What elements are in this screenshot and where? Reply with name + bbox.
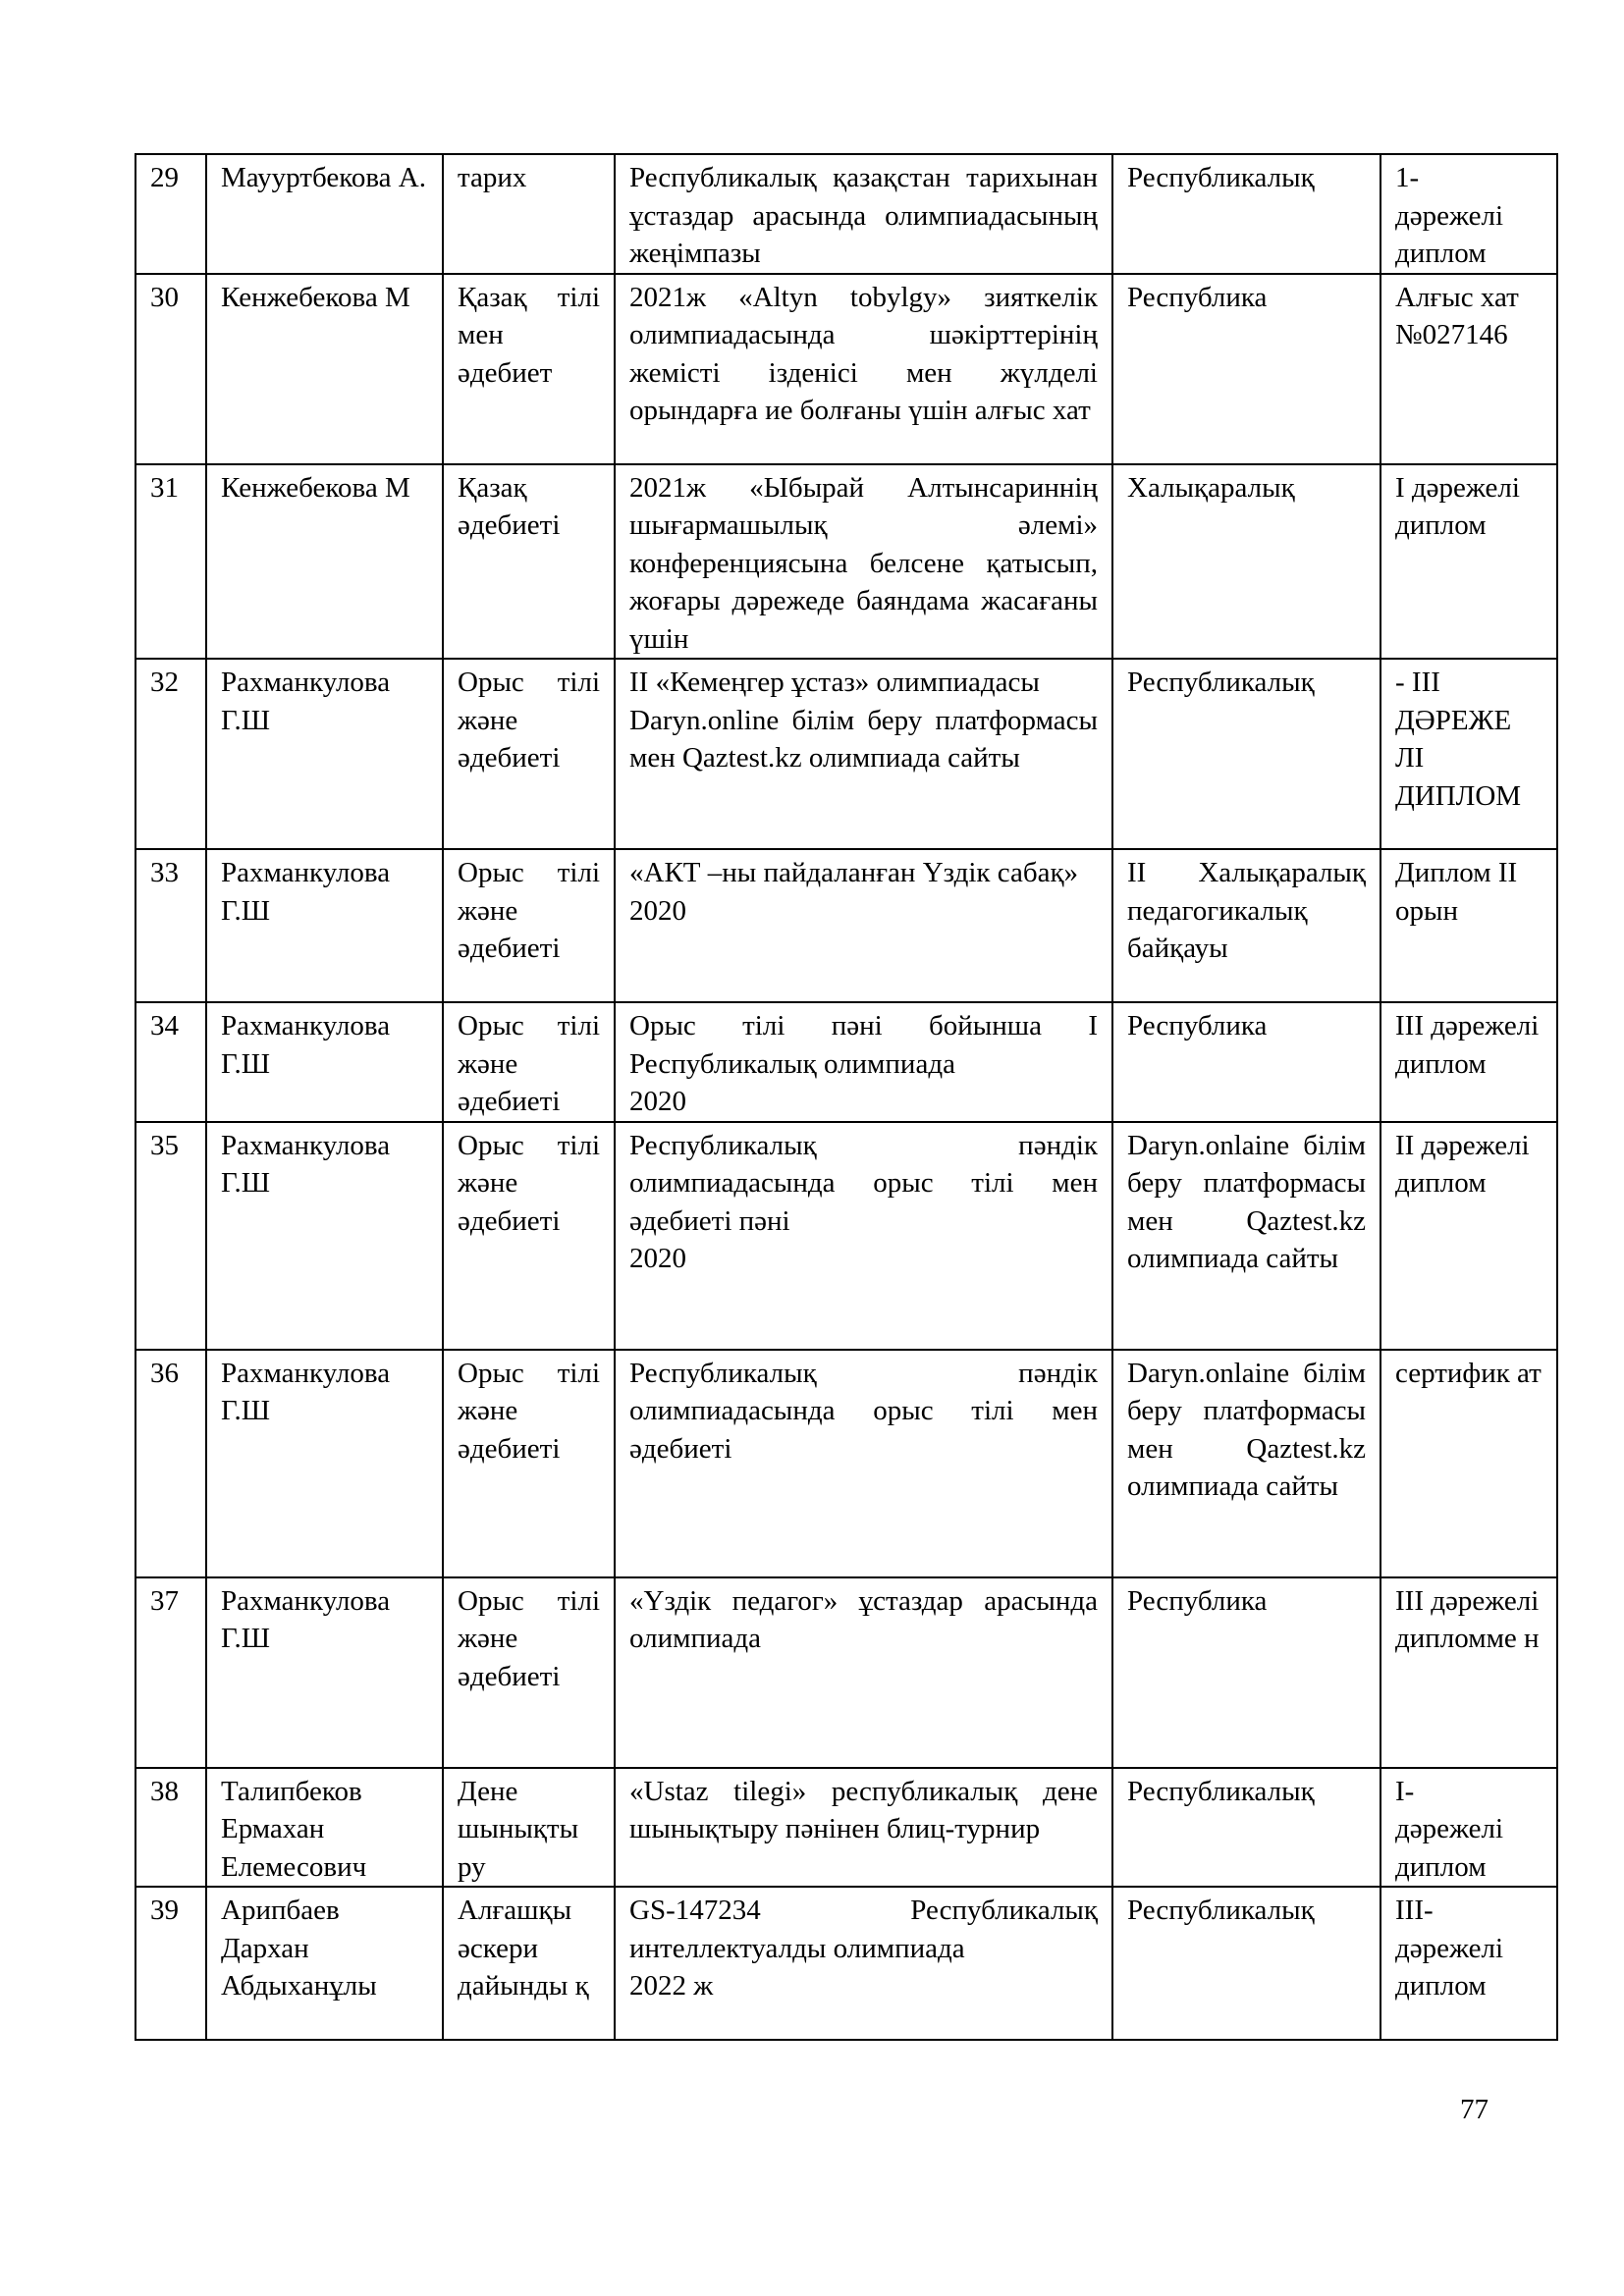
- table-cell-row-number: [135, 1768, 206, 1888]
- table-cell-event-description: [615, 274, 1112, 464]
- event-level-text: Республика: [1127, 1010, 1268, 1041]
- event-level-text: II Халықаралық педагогикалық байқауы: [1127, 857, 1366, 964]
- table-cell-award-result: [1380, 659, 1557, 849]
- table-cell-award-result: [1380, 1577, 1557, 1768]
- table-row: [135, 1122, 1557, 1350]
- award-result-text: І- дәрежелі диплом: [1395, 1775, 1504, 1883]
- table-cell-event-description: [615, 849, 1112, 1002]
- award-result-text: III дәрежелі дипломме н: [1395, 1584, 1540, 1654]
- table-cell-subject: [443, 1577, 615, 1768]
- table-cell-event-description: [615, 1577, 1112, 1768]
- award-result-text: сертифик ат: [1395, 1357, 1542, 1389]
- event-level-text: Daryn.onlaine білім беру платформасы мен Qaztest.kz олимпиада сайты: [1127, 1129, 1366, 1274]
- table-cell-event-description: [615, 1887, 1112, 2040]
- event-level-text: Республикалық: [1127, 162, 1315, 193]
- table-cell-award-result: [1380, 1887, 1557, 2040]
- table-row: [135, 1002, 1557, 1122]
- table-cell-award-result: [1380, 849, 1557, 1002]
- row-number-text: 31: [150, 471, 179, 504]
- table-row: [135, 1577, 1557, 1768]
- table-cell-award-result: [1380, 1122, 1557, 1350]
- table-row: [135, 1350, 1557, 1577]
- table-cell-award-result: [1380, 274, 1557, 464]
- table-cell-event-level: [1112, 1002, 1380, 1122]
- teacher-name-text: Маууртбекова А.: [221, 162, 426, 193]
- table-cell-subject: [443, 659, 615, 849]
- table-cell-event-level: [1112, 464, 1380, 660]
- table-cell-event-level: [1112, 154, 1380, 274]
- event-level-text: Республика: [1127, 1584, 1268, 1617]
- subject-text: Орыс тілі және әдебиеті: [458, 857, 600, 964]
- teacher-name-text: Рахманкулова Г.Ш: [221, 1357, 391, 1426]
- table-cell-event-description: [615, 1350, 1112, 1577]
- table-cell-award-result: [1380, 1350, 1557, 1577]
- subject-text: Дене шынықты ру: [458, 1775, 579, 1883]
- award-result-text: - ІІІ ДӘРЕЖЕ ЛІ ДИПЛОМ: [1395, 667, 1522, 812]
- event-description-text: II «Кемеңгер ұстаз» олимпиадасы Daryn.online білім беру платформасы мен Qaztest.kz олимпиада сайты: [629, 667, 1098, 774]
- row-number-text: 33: [150, 857, 179, 888]
- event-level-text: Республикалық: [1127, 667, 1315, 698]
- table-cell-row-number: [135, 154, 206, 274]
- table-cell-subject: [443, 464, 615, 660]
- subject-text: Орыс тілі және әдебиеті: [458, 1129, 600, 1237]
- row-number-text: 37: [150, 1584, 179, 1617]
- award-result-text: ІІІ- дәрежелі диплом: [1395, 1895, 1504, 2002]
- row-number-text: 36: [150, 1357, 179, 1389]
- event-description-text: 2021ж «Altyn tobylgy» зияткелік олимпиадасында шәкірттерінің жемісті ізденісі мен жүлделі орындарға ие болғаны үшін алғыс хат: [629, 281, 1098, 426]
- row-number-text: 30: [150, 281, 179, 313]
- subject-text: Орыс тілі және әдебиеті: [458, 1010, 600, 1117]
- subject-text: Орыс тілі және әдебиеті: [458, 1357, 600, 1465]
- row-number-text: 29: [150, 162, 179, 193]
- row-number-text: 39: [150, 1895, 179, 1926]
- table-cell-teacher-name: [206, 1768, 443, 1888]
- award-result-text: II дәрежелі диплом: [1395, 1129, 1530, 1199]
- table-cell-subject: [443, 1887, 615, 2040]
- table-cell-event-level: [1112, 274, 1380, 464]
- event-description-text: «Ustaz tilegi» республикалық дене шынықтыру пәнінен блиц-турнир: [629, 1775, 1098, 1844]
- table-cell-subject: [443, 1122, 615, 1350]
- row-number-text: 32: [150, 667, 179, 698]
- table-row: [135, 464, 1557, 660]
- table-cell-row-number: [135, 1887, 206, 2040]
- table-cell-award-result: [1380, 1768, 1557, 1888]
- table-cell-event-description: [615, 1768, 1112, 1888]
- teacher-name-text: Рахманкулова Г.Ш: [221, 667, 391, 736]
- table-row: [135, 274, 1557, 464]
- table-cell-subject: [443, 154, 615, 274]
- award-result-text: І дәрежелі диплом: [1395, 471, 1520, 541]
- event-level-text: Республика: [1127, 281, 1268, 313]
- table-row: [135, 659, 1557, 849]
- table-cell-row-number: [135, 1350, 206, 1577]
- event-description-text: «Үздік педагог» ұстаздар арасында олимпиада: [629, 1584, 1098, 1654]
- table-cell-event-description: [615, 154, 1112, 274]
- table-cell-subject: [443, 849, 615, 1002]
- subject-text: Алғашқы әскери дайынды қ: [458, 1895, 589, 2002]
- award-result-text: III дәрежелі диплом: [1395, 1010, 1540, 1080]
- table-cell-teacher-name: [206, 274, 443, 464]
- table-row: [135, 1887, 1557, 2040]
- table-cell-event-level: [1112, 1350, 1380, 1577]
- subject-text: Қазақ тілі мен әдебиет: [458, 281, 600, 389]
- table-cell-award-result: [1380, 464, 1557, 660]
- table-cell-row-number: [135, 464, 206, 660]
- teacher-name-text: Талипбеков Ермахан Елемесович: [221, 1775, 367, 1883]
- table-cell-event-description: [615, 464, 1112, 660]
- table-cell-subject: [443, 1768, 615, 1888]
- subject-text: тарих: [458, 162, 527, 193]
- subject-text: Орыс тілі және әдебиеті: [458, 667, 600, 774]
- table-cell-row-number: [135, 1002, 206, 1122]
- table-cell-subject: [443, 274, 615, 464]
- table-cell-teacher-name: [206, 1577, 443, 1768]
- event-description-text: Республикалық пәндік олимпиадасында орыс тілі мен әдебиеті пәні 2020: [629, 1129, 1098, 1274]
- awards-table-body: [135, 154, 1557, 2040]
- table-cell-row-number: [135, 659, 206, 849]
- table-cell-teacher-name: [206, 464, 443, 660]
- table-cell-teacher-name: [206, 1350, 443, 1577]
- table-cell-teacher-name: [206, 1887, 443, 2040]
- row-number-text: 34: [150, 1010, 179, 1041]
- row-number-text: 35: [150, 1129, 179, 1161]
- teacher-name-text: Рахманкулова Г.Ш: [221, 857, 391, 927]
- table-cell-teacher-name: [206, 849, 443, 1002]
- table-cell-teacher-name: [206, 1122, 443, 1350]
- subject-text: Қазақ әдебиеті: [458, 471, 561, 541]
- table-cell-award-result: [1380, 1002, 1557, 1122]
- table-cell-row-number: [135, 1122, 206, 1350]
- table-cell-event-description: [615, 659, 1112, 849]
- event-level-text: Daryn.onlaine білім беру платформасы мен Qaztest.kz олимпиада сайты: [1127, 1357, 1366, 1502]
- table-cell-event-level: [1112, 1768, 1380, 1888]
- event-description-text: 2021ж «Ыбырай Алтынсариннің шығармашылық әлемі» конференциясына белсене қатысып, жоғары дәрежеде баяндама жасағаны үшін: [629, 471, 1098, 655]
- table-cell-event-level: [1112, 1122, 1380, 1350]
- award-result-text: Диплом II орын: [1395, 857, 1518, 927]
- award-result-text: Алғыс хат №027146: [1395, 281, 1519, 350]
- event-description-text: Орыс тілі пәні бойынша I Республикалық олимпиада 2020: [629, 1010, 1098, 1117]
- event-level-text: Халықаралық: [1127, 471, 1295, 504]
- awards-table: [135, 153, 1558, 2041]
- event-level-text: Республикалық: [1127, 1775, 1315, 1807]
- table-cell-subject: [443, 1002, 615, 1122]
- event-description-text: Республикалық пәндік олимпиадасында орыс тілі мен әдебиеті: [629, 1357, 1098, 1465]
- teacher-name-text: Рахманкулова Г.Ш: [221, 1010, 391, 1080]
- table-cell-event-description: [615, 1122, 1112, 1350]
- table-cell-event-level: [1112, 1577, 1380, 1768]
- table-row: [135, 849, 1557, 1002]
- teacher-name-text: Кенжебекова М: [221, 471, 410, 504]
- event-description-text: Республикалық қазақстан тарихынан ұстаздар арасында олимпиадасының жеңімпазы: [629, 162, 1098, 269]
- table-cell-teacher-name: [206, 154, 443, 274]
- table-cell-teacher-name: [206, 1002, 443, 1122]
- table-cell-event-description: [615, 1002, 1112, 1122]
- table-row: [135, 154, 1557, 274]
- table-cell-award-result: [1380, 154, 1557, 274]
- table-cell-row-number: [135, 274, 206, 464]
- table-cell-teacher-name: [206, 659, 443, 849]
- table-cell-event-level: [1112, 1887, 1380, 2040]
- event-description-text: «АКТ –ны пайдаланған Үздік сабақ» 2020: [629, 857, 1079, 927]
- table-cell-event-level: [1112, 849, 1380, 1002]
- table-cell-row-number: [135, 1577, 206, 1768]
- table-cell-event-level: [1112, 659, 1380, 849]
- teacher-name-text: Рахманкулова Г.Ш: [221, 1129, 391, 1199]
- award-result-text: 1- дәрежелі диплом: [1395, 162, 1504, 269]
- table-cell-row-number: [135, 849, 206, 1002]
- event-level-text: Республикалық: [1127, 1895, 1315, 1926]
- teacher-name-text: Арипбаев Дархан Абдыханұлы: [221, 1895, 377, 2002]
- event-description-text: GS-147234 Республикалық интеллектуалды олимпиада 2022 ж: [629, 1895, 1098, 2002]
- page-number: 77: [1460, 2094, 1489, 2125]
- row-number-text: 38: [150, 1775, 179, 1807]
- subject-text: Орыс тілі және әдебиеті: [458, 1584, 600, 1692]
- table-row: [135, 1768, 1557, 1888]
- teacher-name-text: Рахманкулова Г.Ш: [221, 1584, 391, 1654]
- table-cell-subject: [443, 1350, 615, 1577]
- teacher-name-text: Кенжебекова М: [221, 281, 410, 313]
